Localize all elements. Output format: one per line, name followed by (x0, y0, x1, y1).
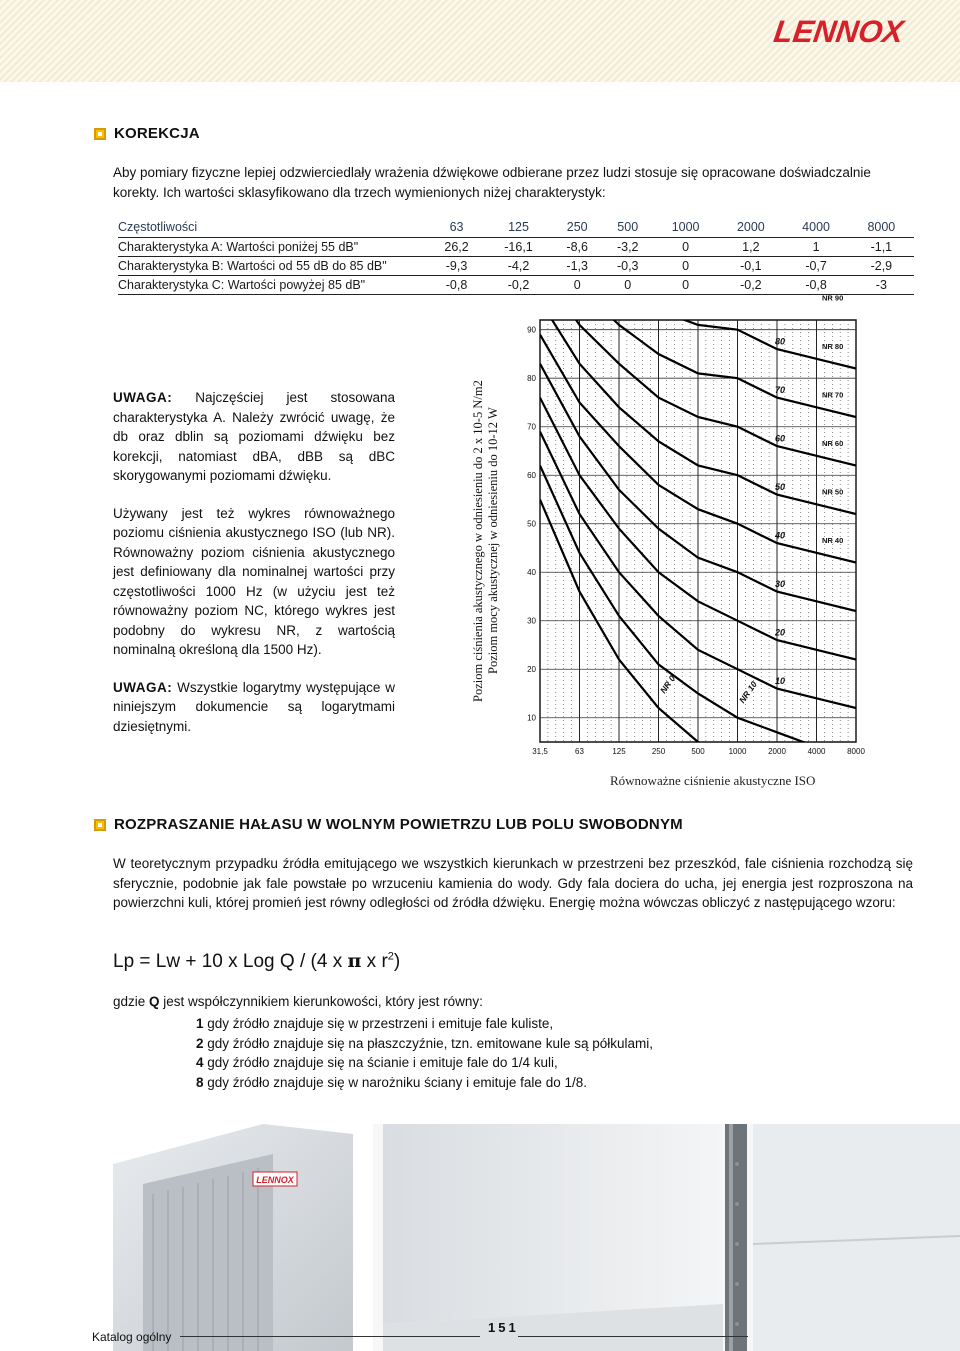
formula-mid: x r (361, 951, 388, 972)
propagation-title: ROZPRASZANIE HAŁASU W WOLNYM POWIETRZU LUB POLU SWOBODNYM (114, 816, 683, 833)
table-cell: -1,3 (566, 258, 588, 273)
table-cell: -4,2 (507, 258, 530, 273)
x-tick-label: 1000 (728, 747, 747, 756)
curve-label: 30 (775, 578, 786, 589)
freq-header: 125 (508, 220, 529, 235)
row-label: Charakterystyka C: Wartości powyżej 85 dB" (118, 277, 366, 292)
q-text: gdy źródło znajduje się w przestrzeni i emituje fale kuliste, (203, 1016, 554, 1031)
x-tick-label: 4000 (807, 747, 826, 756)
hvac-units-photo (113, 1124, 960, 1351)
note-1-label: UWAGA: (113, 390, 173, 405)
korekcja-title: KOREKCJA (114, 125, 200, 142)
table-cell: -16,1 (504, 239, 533, 254)
q-text: gdy źródło znajduje się na ścianie i emituje fale do 1/4 kuli, (203, 1055, 558, 1070)
row-label: Charakterystyka B: Wartości od 55 dB do 85 dB" (118, 258, 387, 273)
korekcja-intro-line1: Aby pomiary fizyczne lepiej odzwierciedlały wrażenia dźwiękowe odbierane przez ludzi stosuje się opracowane doświadczalnie (113, 165, 871, 180)
x-tick-label: 63 (575, 747, 584, 756)
y-tick-label: 70 (527, 422, 536, 432)
freq-header: 250 (566, 220, 588, 235)
curve-label: 10 (775, 675, 786, 686)
table-cell: -1,1 (870, 239, 893, 254)
y-tick-label: 60 (527, 471, 536, 481)
chart-caption: Równoważne ciśnienie akustyczne ISO (610, 773, 816, 788)
korekcja-intro (113, 163, 933, 202)
table-cell: 1 (812, 239, 820, 254)
q-num: 8 (196, 1074, 204, 1090)
curve-label: NR 70 (822, 390, 844, 400)
yellow-square-icon (94, 128, 106, 140)
y-tick-label: 50 (527, 519, 536, 529)
y-tick-label: 10 (527, 713, 536, 723)
curve-label: NR 90 (822, 293, 844, 303)
notes-column (113, 388, 395, 754)
table-row (118, 237, 914, 256)
freq-header: 500 (617, 220, 639, 235)
curve-label: NR 50 (822, 487, 844, 497)
y-tick-label: 40 (527, 568, 536, 578)
freq-header: 4000 (802, 220, 830, 235)
lennox-logo-text: LENNOX (771, 14, 906, 49)
table-cell: -3,2 (616, 239, 639, 254)
table-row (118, 275, 914, 294)
chart-x-ticks (532, 747, 865, 756)
formula-sup: 2 (387, 950, 394, 963)
frequency-correction-table (118, 218, 914, 295)
table-cell: -0,1 (740, 258, 762, 273)
chart-grid (540, 320, 856, 742)
x-tick-label: 125 (612, 747, 626, 756)
korekcja-intro-line2: korekty. Ich wartości sklasyfikowano dla trzech wymienionych niżej charakterystyk: (113, 184, 606, 200)
curve-label: 20 (775, 627, 786, 638)
curve-label: NR 0 (657, 673, 678, 696)
table-cell: 0 (682, 239, 690, 254)
note-3-label: UWAGA: (113, 679, 173, 695)
korekcja-heading (94, 125, 200, 142)
sound-pressure-formula (113, 950, 400, 973)
table-cell: -9,3 (445, 258, 468, 273)
table-cell: -0,8 (805, 277, 827, 292)
y-tick-label: 80 (527, 374, 536, 384)
x-tick-label: 500 (691, 747, 705, 756)
x-tick-label: 31,5 (532, 747, 548, 756)
list-item (196, 1073, 653, 1093)
curve-label: NR 40 (822, 536, 844, 546)
q-symbol: Q (149, 994, 160, 1009)
freq-header: 8000 (867, 220, 896, 235)
yellow-square-icon (94, 819, 106, 831)
lennox-logo (772, 8, 912, 54)
row-label: Charakterystyka A: Wartości poniżej 55 dB" (118, 239, 359, 254)
list-item (196, 1034, 653, 1054)
curve-label: 60 (775, 433, 786, 444)
table-cell: 1,2 (742, 239, 760, 254)
q-num: 4 (196, 1055, 204, 1070)
q-text: gdy źródło znajduje się na płaszczyźnie, tzn. emitowane kule są półkulami, (203, 1035, 653, 1051)
note-3-text: Wszystkie logarytmy występujące w niniejszym dokumencie są logarytmami dziesiętnymi. (113, 679, 395, 734)
chart-ylabel2: Poziom mocy akustycznej w odniesieniu do 10-12 W (486, 407, 500, 674)
footer-rule (518, 1336, 748, 1337)
q-num: 1 (196, 1016, 204, 1031)
table-cell: 0 (624, 277, 632, 292)
chart-y-ticks (527, 326, 536, 723)
curve-label: NR 80 (822, 342, 844, 352)
curve-label: 50 (775, 481, 786, 492)
q-intro (113, 994, 483, 1009)
q-text: gdy źródło znajduje się w narożniku ściany i emituje fale do 1/8. (203, 1074, 587, 1090)
note-3 (113, 678, 395, 737)
formula-start: Lp = Lw + 10 x Log Q / (4 x (113, 951, 348, 972)
footer-catalog: Katalog ogólny (92, 1330, 172, 1344)
curve-label: 70 (775, 384, 786, 395)
curve-label: NR 10 (736, 679, 759, 705)
propagation-paragraph: W teoretycznym przypadku źródła emitującego we wszystkich kierunkach w przestrzeni bez przeszkód, fale ciśnienia rozchodzą się sferycznie, podobnie jak fale powstałe po wrzuceniu kamienia do wody. Gdy fala dociera do ucha, jej energia jest rozproszona na powierzchni kuli, której promień jest równy odległości od źródła dźwięku. Energię można wówczas obliczyć z następującego wzoru: (113, 856, 913, 910)
table-cell: 0 (682, 277, 690, 292)
table-cell: -3 (875, 277, 887, 292)
x-tick-label: 250 (651, 747, 666, 756)
q-values-list (196, 1014, 653, 1092)
q-intro-post: jest współczynnikiem kierunkowości, który jest równy: (159, 994, 483, 1009)
freq-header: 63 (449, 220, 464, 235)
unit-badge: LENNOX (256, 1175, 294, 1185)
freq-header: 2000 (736, 220, 765, 235)
table-cell: -0,2 (507, 277, 530, 292)
table-cell: -0,7 (805, 258, 827, 273)
table-cell: 0 (573, 277, 581, 292)
table-header-label: Częstotliwości (118, 220, 198, 235)
chart-ylabel: Poziom ciśnienia akustycznego w odniesieniu do 2 x 10-5 N/m2 (471, 380, 485, 702)
note-1-text: Najczęściej jest stosowana charakterystyka A. Należy zwrócić uwagę, że db oraz dblin są poziomami dźwięku bez korekcji, natomiast dBA, dBB są dBC skorygowanymi poziomami dźwięku. (113, 390, 395, 483)
table-header-row (118, 218, 914, 237)
pi-symbol: π (347, 950, 362, 972)
table-cell: -0,3 (616, 258, 639, 273)
q-num: 2 (196, 1035, 204, 1051)
curve-label: 80 (775, 336, 786, 347)
curve-label: NR 60 (822, 439, 844, 449)
q-intro-pre: gdzie (113, 994, 150, 1009)
y-tick-label: 90 (527, 325, 536, 335)
y-tick-label: 20 (527, 665, 536, 675)
page-number: 151 (488, 1320, 519, 1335)
note-2: Używany jest też wykres równoważnego poziomu ciśnienia akustycznego ISO (lub NR). Równoważny poziom ciśnienia akustycznego jest definiowany dla nominalnej wartości przy częstotliwości 1000 Hz (w użyciu jest też równoważny poziom NC, którego wykres jest podobny do wykresu NR, z wartością nominalną określoną dla 1500 Hz). (113, 505, 395, 657)
table-cell: -0,8 (445, 277, 468, 292)
curve-label: 40 (775, 530, 786, 541)
table-row (118, 256, 914, 275)
table-cell: 0 (682, 258, 690, 273)
list-item (196, 1014, 653, 1034)
table-cell: 26,2 (444, 239, 469, 254)
nr-curves-chart (466, 293, 886, 764)
table-cell: -8,6 (566, 239, 588, 254)
x-tick-label: 8000 (847, 747, 865, 756)
table-cell: -0,2 (740, 277, 762, 292)
freq-header: 1000 (671, 220, 700, 235)
footer-rule (180, 1336, 480, 1337)
list-item (196, 1053, 653, 1073)
note-1 (113, 388, 395, 486)
y-tick-label: 30 (527, 616, 536, 626)
propagation-heading (94, 816, 683, 833)
table-cell: -2,9 (870, 258, 893, 273)
x-tick-label: 2000 (768, 747, 786, 756)
formula-end: ) (393, 951, 401, 972)
